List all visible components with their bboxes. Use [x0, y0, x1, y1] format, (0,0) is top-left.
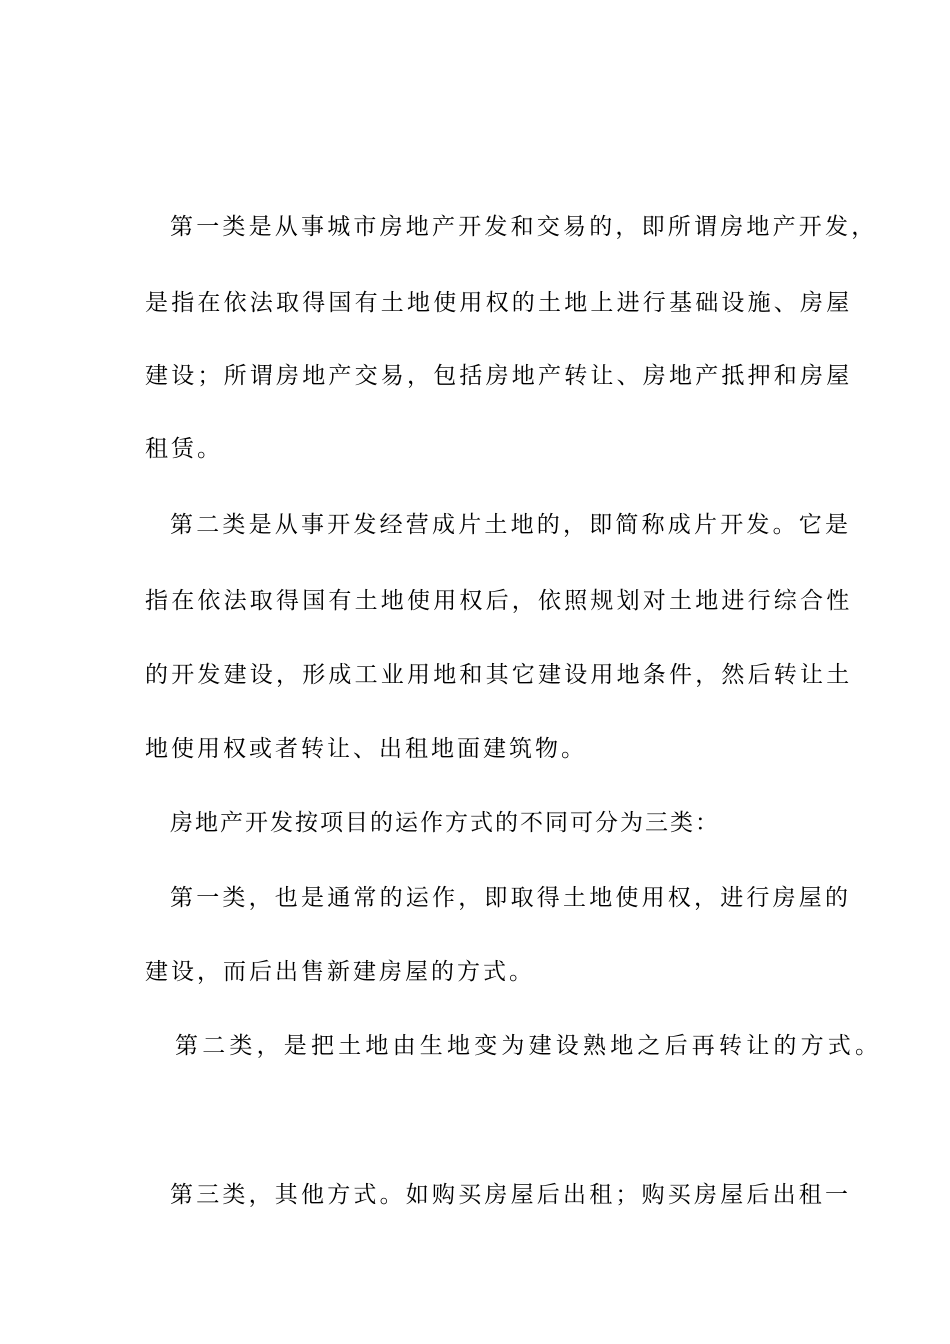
paragraph-2-line-2: 指在依法取得国有土地使用权后，依照规划对土地进行综合性 — [145, 588, 853, 614]
paragraph-5-line-1: 第二类，是把土地由生地变为建设熟地之后再转让的方式。 — [175, 1033, 883, 1059]
paragraph-1-line-3: 建设；所谓房地产交易，包括房地产转让、房地产抵押和房屋 — [145, 363, 853, 389]
paragraph-3-line-1: 房地产开发按项目的运作方式的不同可分为三类： — [170, 810, 720, 836]
paragraph-2-line-4: 地使用权或者转让、出租地面建筑物。 — [145, 736, 587, 762]
paragraph-2-line-1: 第二类是从事开发经营成片土地的，即简称成片开发。它是 — [170, 512, 852, 538]
paragraph-4-line-1: 第一类，也是通常的运作，即取得土地使用权，进行房屋的 — [170, 885, 852, 911]
paragraph-4-line-2: 建设，而后出售新建房屋的方式。 — [145, 959, 535, 985]
paragraph-1-line-1: 第一类是从事城市房地产开发和交易的，即所谓房地产开发， — [170, 214, 878, 240]
paragraph-1-line-2: 是指在依法取得国有土地使用权的土地上进行基础设施、房屋 — [145, 290, 853, 316]
paragraph-6-line-1: 第三类，其他方式。如购买房屋后出租；购买房屋后出租一 — [170, 1182, 852, 1208]
paragraph-1-line-4: 租赁。 — [145, 436, 223, 462]
paragraph-2-line-3: 的开发建设，形成工业用地和其它建设用地条件，然后转让土 — [145, 662, 853, 688]
